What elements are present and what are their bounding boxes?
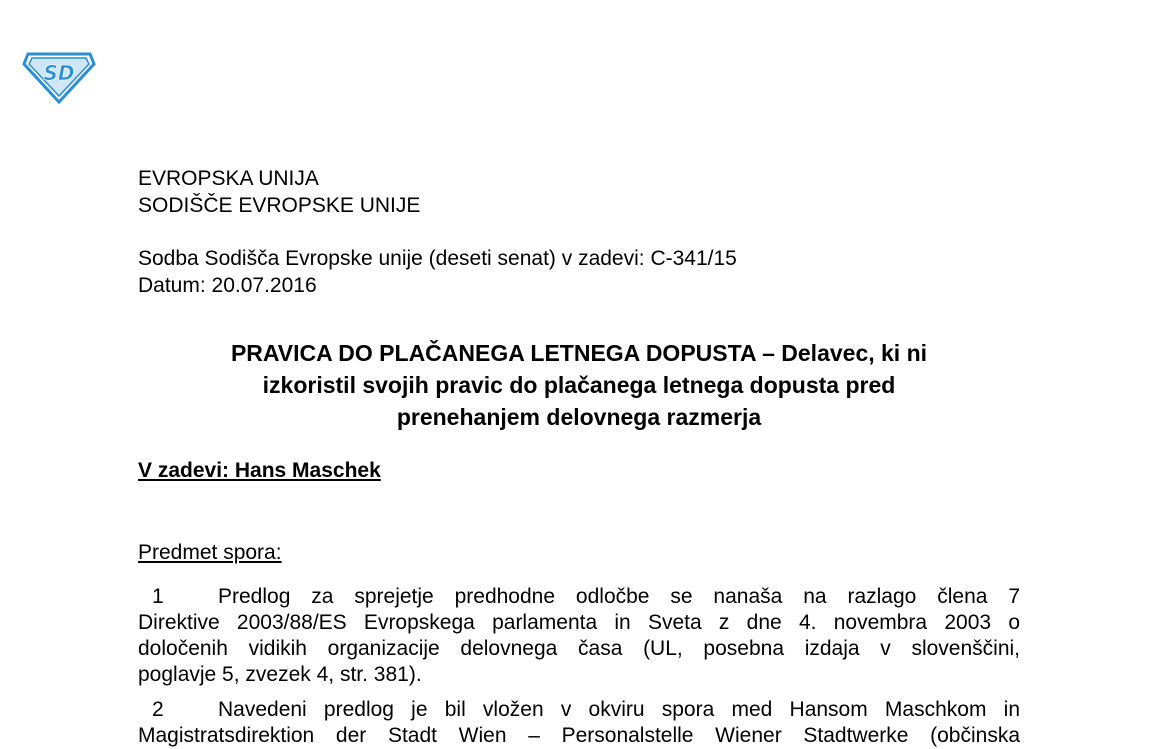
logo-letters: SD bbox=[43, 61, 75, 85]
document-title bbox=[138, 337, 1020, 433]
paragraph-line: določenih vidikih organizacije delovnega časa (UL, posebna izdaja v slovenščini, bbox=[138, 637, 1020, 660]
paragraph-line bbox=[138, 584, 1020, 610]
paragraph-number: 1 bbox=[152, 585, 164, 608]
title-line: PRAVICA DO PLAČANEGA LETNEGA DOPUSTA – Delavec, ki ni bbox=[230, 340, 928, 366]
judgment-date: Datum: 20.07.2016 bbox=[138, 274, 317, 297]
sd-shield-logo-icon bbox=[22, 50, 96, 104]
paragraph-text: Predlog za sprejetje predhodne odločbe se nanaša na razlago člena 7 bbox=[218, 585, 1020, 608]
paragraph-line: poglavje 5, zvezek 4, str. 381). bbox=[138, 663, 422, 686]
header-eu: EVROPSKA UNIJA bbox=[138, 167, 319, 190]
title-line: prenehanjem delovnega razmerja bbox=[396, 404, 762, 430]
judgment-reference: Sodba Sodišča Evropske unije (deseti senat) v zadevi: C-341/15 bbox=[138, 247, 737, 270]
paragraph-number: 2 bbox=[152, 698, 164, 721]
subject-heading: Predmet spora: bbox=[138, 541, 282, 564]
paragraph-line: Direktive 2003/88/ES Evropskega parlamenta in Sveta z dne 4. novembra 2003 o bbox=[138, 611, 1020, 634]
case-heading: V zadevi: Hans Maschek bbox=[138, 459, 381, 482]
paragraph-text: Navedeni predlog je bil vložen v okviru spora med Hansom Maschkom in bbox=[218, 698, 1020, 721]
paragraph-line: Magistratsdirektion der Stadt Wien – Personalstelle Wiener Stadtwerke (občinska bbox=[138, 724, 1020, 747]
paragraph-2 bbox=[138, 697, 1020, 749]
paragraph-line bbox=[138, 697, 1020, 723]
header-court: SODIŠČE EVROPSKE UNIJE bbox=[138, 194, 421, 217]
title-line: izkoristil svojih pravic do plačanega letnega dopusta pred bbox=[262, 372, 896, 398]
paragraph-1 bbox=[138, 584, 1020, 688]
